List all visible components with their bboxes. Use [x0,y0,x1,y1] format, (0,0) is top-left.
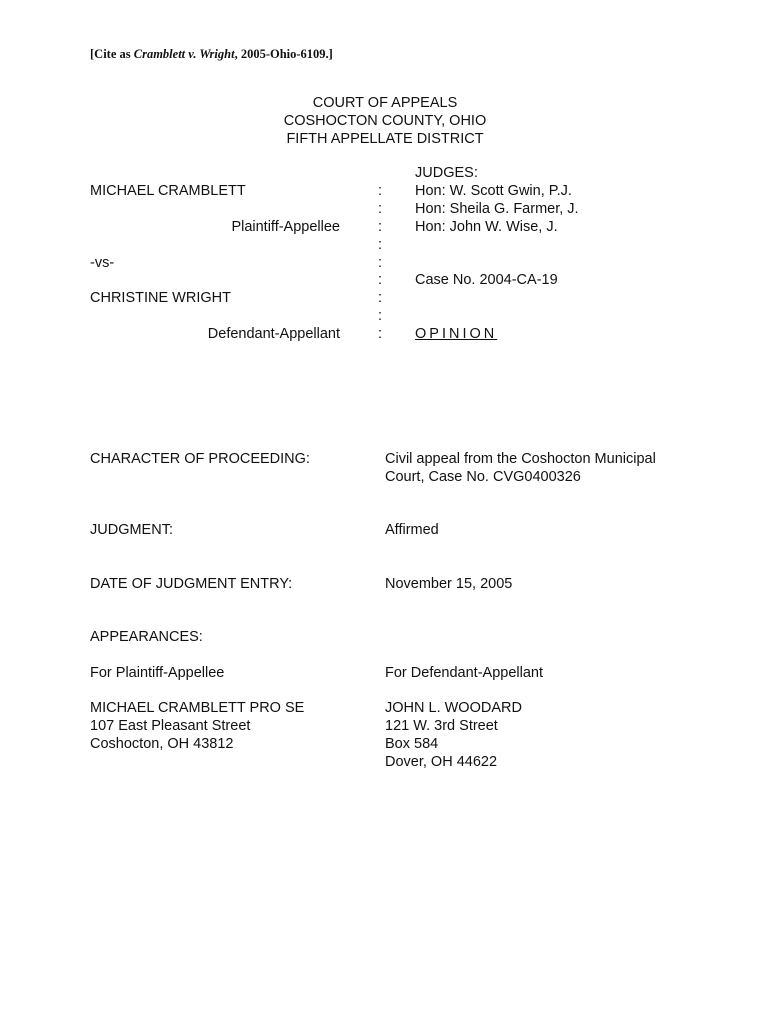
caption-colon: : [377,255,383,271]
plaintiff-address-line: Coshocton, OH 43812 [90,736,234,752]
appearances-heading: APPEARANCES: [90,629,203,645]
defendant-name: CHRISTINE WRIGHT [90,290,231,306]
judge-name: Hon: W. Scott Gwin, P.J. [415,183,572,199]
caption-colon: : [377,219,383,235]
caption-colon: : [377,326,383,342]
court-county: COSHOCTON COUNTY, OHIO [283,113,487,129]
plaintiff-name: MICHAEL CRAMBLETT [90,183,246,199]
citation-suffix: , 2005-Ohio-6109.] [234,47,333,61]
court-name: COURT OF APPEALS [312,95,458,111]
proceeding-value: Civil appeal from the Coshocton Municipal [385,451,656,467]
versus: -vs- [90,255,115,271]
plaintiff-address-line: 107 East Pleasant Street [90,718,251,734]
citation-case-name: Cramblett v. Wright [133,47,235,61]
judgment-value: Affirmed [385,522,439,538]
case-number: Case No. 2004-CA-19 [415,272,558,288]
judgment-label: JUDGMENT: [90,522,173,538]
caption-colon: : [377,290,383,306]
proceeding-label: CHARACTER OF PROCEEDING: [90,451,310,467]
defendant-address-line: Box 584 [385,736,439,752]
defendant-address-line: 121 W. 3rd Street [385,718,498,734]
date-label: DATE OF JUDGMENT ENTRY: [90,576,293,592]
caption-colon: : [377,237,383,253]
caption-colon: : [377,183,383,199]
proceeding-value: Court, Case No. CVG0400326 [385,469,581,485]
citation [90,47,333,62]
court-district: FIFTH APPELLATE DISTRICT [286,131,484,147]
judge-name: Hon: John W. Wise, J. [415,219,558,235]
defendant-address-line: Dover, OH 44622 [385,754,498,770]
citation-prefix: [Cite as [90,47,134,61]
plaintiff-address-line: MICHAEL CRAMBLETT PRO SE [90,700,305,716]
plaintiff-counsel-heading: For Plaintiff-Appellee [90,665,225,681]
opinion-title: OPINION [415,326,498,342]
defendant-role: Defendant-Appellant [207,326,340,342]
plaintiff-role: Plaintiff-Appellee [231,219,340,235]
caption-colon: : [377,272,383,288]
judge-name: Hon: Sheila G. Farmer, J. [415,201,579,217]
defendant-address-line: JOHN L. WOODARD [385,700,522,716]
caption-colon: : [377,201,383,217]
caption-colon: : [377,308,383,324]
date-value: November 15, 2005 [385,576,513,592]
judges-heading: JUDGES: [415,165,478,181]
defendant-counsel-heading: For Defendant-Appellant [385,665,543,681]
